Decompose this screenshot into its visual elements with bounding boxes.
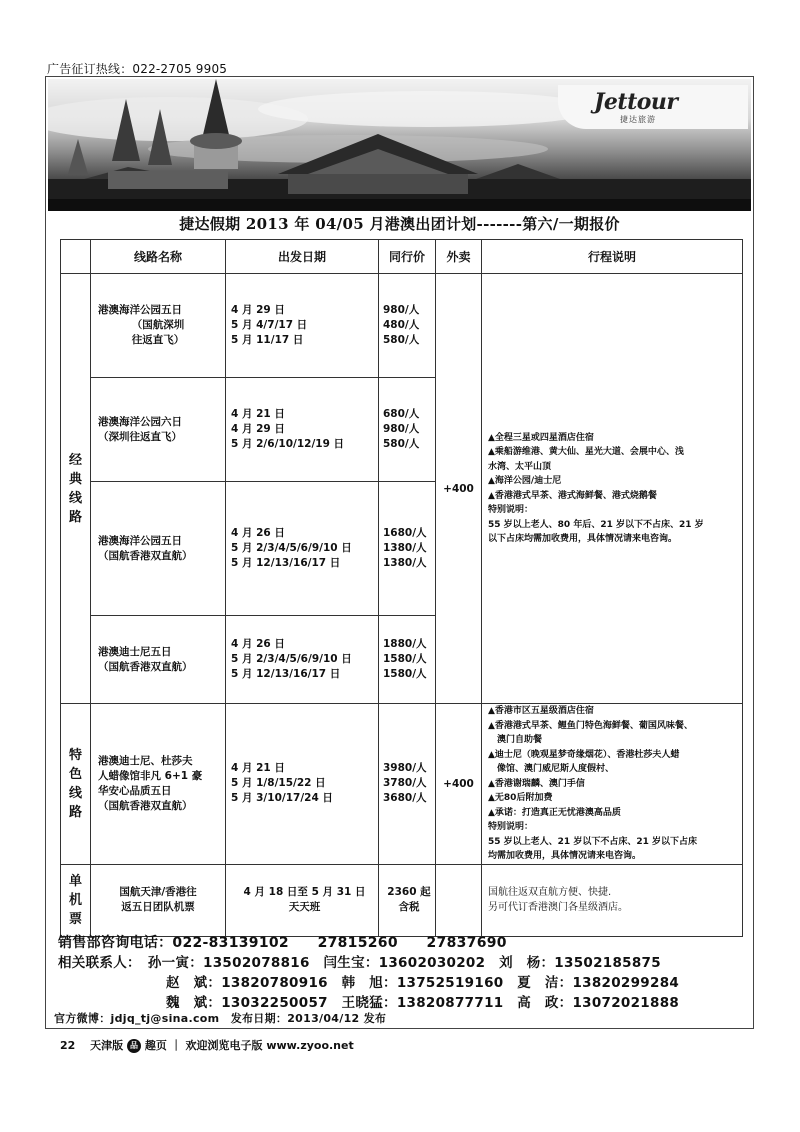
departure-dates: 4 月 21 日 5 月 1/8/15/22 日 5 月 3/10/17/24 日 [226,704,379,865]
peer-price: 3980/人 3780/人 3680/人 [379,704,436,865]
peer-price: 1880/人 1580/人 1580/人 [379,616,436,704]
contact-row: 魏 斌：13032250057 王晓猛：13820877711 高 政：13072021888 [166,995,680,1011]
header-route: 线路名称 [91,240,226,274]
ad-hotline: 广告征订热线：022-2705 9905 [47,62,228,76]
page-title: 捷达假期 2013 年 04/05 月港澳出团计划-------第六/一期报价 [179,215,620,233]
itinerary-special: ▲香港市区五星级酒店住宿 ▲香港港式早茶、鲤鱼门特色海鲜餐、葡国风味餐、 澳门自助餐 ▲迪士尼（晚观星梦奇缘烟花）、香港杜莎夫人蜡 像馆、澳门威尼斯人度假村、 ▲香港谢瑞麟、澳门手信 ▲无80后附加费 ▲承诺：打造真正无忧港澳高品质 特别说明： 55 岁以上老人、21 岁以下不占床、21 岁以下占床 均需加收费用，具体情况请来电咨询。 [482,704,743,865]
table-row [61,704,743,865]
header-itinerary: 行程说明 [482,240,743,274]
sales-phone-line: 销售部咨询电话：022-83139102 27815260 27837690 [58,935,507,951]
peer-price: 1680/人 1380/人 1380/人 [379,482,436,616]
footer-cta: 欢迎浏览电子版 [185,1039,263,1052]
table-row [61,274,743,378]
header-date: 出发日期 [226,240,379,274]
category-special: 特 色 线 路 [61,704,91,865]
brand-logo [558,85,748,129]
route-name: 港澳迪士尼、杜莎夫 人蜡像馆非凡 6+1 豪 华安心品质五日 （国航香港双直航） [91,704,226,865]
itinerary-ticket: 国航往返双直航方便、快捷. 另可代订香港澳门各星级酒店。 [482,864,743,936]
header-peer-price: 同行价 [379,240,436,274]
departure-dates: 4 月 29 日 5 月 4/7/17 日 5 月 11/17 日 [226,274,379,378]
brand-badge-icon: 品 [127,1039,141,1053]
weibo-and-publish-date: 官方微博：jdjq_tj@sina.com 发布日期：2013/04/12 发布 [54,1012,387,1025]
price-table [60,239,743,937]
brand-name: Jettour [594,89,678,115]
itinerary-classic: ▲全程三星或四星酒店住宿 ▲乘船游维港、黄大仙、星光大道、会展中心、浅 水湾、太平山顶 ▲海洋公园/迪士尼 ▲香港港式早茶、港式海鲜餐、港式烧鹅餐 特别说明： 55 岁以上老人、80 年后、21 岁以下不占床、21 岁 以下占床均需加收费用，具体情况请来电咨询。 [482,274,743,704]
footer-url[interactable]: www.zyoo.net [266,1039,354,1052]
route-name: 港澳海洋公园五日 （国航深圳 往返直飞） [91,274,226,378]
departure-dates: 4 月 26 日 5 月 2/3/4/5/6/9/10 日 5 月 12/13/16/17 日 [226,482,379,616]
retail-markup [436,864,482,936]
departure-dates: 4 月 18 日至 5 月 31 日 天天班 [226,864,379,936]
page-number: 22 [60,1039,76,1052]
brand-subtitle: 捷达旅游 [620,115,656,124]
retail-markup: +400 [436,704,482,865]
category-ticket: 单 机 票 [61,864,91,936]
category-classic: 经 典 线 路 [61,274,91,704]
contact-row: 相关联系人： 孙一寅：13502078816 闫生宝：13602030202 刘 杨：13502185875 [58,955,661,971]
retail-markup: +400 [436,274,482,704]
route-name: 国航天津/香港往 返五日团队机票 [91,864,226,936]
route-name: 港澳迪士尼五日 （国航香港双直航） [91,616,226,704]
header-blank [61,240,91,274]
peer-price: 980/人 480/人 580/人 [379,274,436,378]
edition-label: 天津版 [90,1039,124,1052]
section-label: 趣页 [144,1039,167,1052]
header-retail: 外卖 [436,240,482,274]
banner-photo [48,79,751,211]
departure-dates: 4 月 26 日 5 月 2/3/4/5/6/9/10 日 5 月 12/13/16/17 日 [226,616,379,704]
contact-row: 赵 斌：13820780916 韩 旭：13752519160 夏 洁：13820299284 [166,975,680,991]
page-footer: 22 天津版 品 趣页 ｜ 欢迎浏览电子版 www.zyoo.net [60,1039,354,1052]
advertisement-frame [45,76,754,1029]
table-row [61,864,743,936]
route-name: 港澳海洋公园五日 （国航香港双直航） [91,482,226,616]
route-name: 港澳海洋公园六日 （深圳往返直飞） [91,378,226,482]
departure-dates: 4 月 21 日 4 月 29 日 5 月 2/6/10/12/19 日 [226,378,379,482]
table-header-row [61,240,743,274]
peer-price: 2360 起 含税 [379,864,436,936]
peer-price: 680/人 980/人 580/人 [379,378,436,482]
